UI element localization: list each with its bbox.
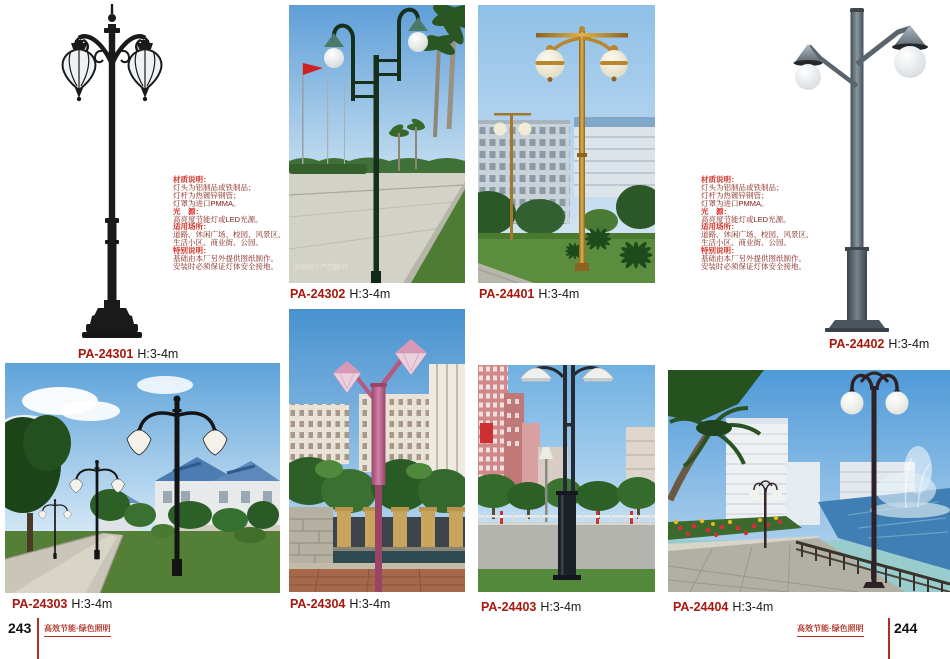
product-height: H:3-4m: [71, 597, 113, 611]
product-label-pa24403: [481, 600, 581, 614]
product-label-pa24401: [479, 287, 579, 301]
product-code: PA-24401: [479, 287, 535, 301]
product-photo-pa24404: [668, 370, 950, 592]
product-label-pa24402: [829, 337, 929, 351]
spec-text: 生活小区、商业街、公园。: [173, 238, 263, 248]
footer-divider-right: [888, 618, 890, 659]
product-photo-pa24401: [478, 5, 655, 283]
spec-block-left: [173, 176, 293, 271]
spec-text: 安装时必须保证灯体安全接地。: [701, 261, 806, 271]
product-code: PA-24303: [12, 597, 68, 611]
spec-text: 灯头为铝制品或铁制品；: [701, 182, 784, 192]
spec-text: 生活小区、商业街、公园。: [701, 238, 791, 248]
product-photo-pa24403: [478, 365, 655, 592]
spec-text: 灯罩为进口PMMA。: [173, 198, 241, 208]
page-number-left: 243: [8, 620, 32, 636]
spec-text: 高亮度节能灯或LED光源。: [701, 214, 791, 224]
product-code: PA-24404: [673, 600, 729, 614]
spec-heading: 材质说明：: [173, 175, 211, 184]
spec-heading: 适用场所：: [173, 222, 211, 232]
product-code: PA-24304: [290, 597, 346, 611]
spec-text: 高亮度节能灯或LED光源。: [173, 214, 263, 224]
lamp-illustration-pa24402: [762, 0, 950, 334]
product-height: H:3-4m: [888, 337, 930, 351]
product-height: H:3-4m: [349, 287, 391, 301]
spec-text: 灯杆为热镀锌钢管；: [701, 190, 769, 200]
page-number-right: 244: [894, 620, 918, 636]
footer-divider-left: [37, 618, 39, 659]
product-code: PA-24301: [78, 347, 134, 361]
product-height: H:3-4m: [349, 597, 391, 611]
spec-heading: 特别说明：: [173, 246, 211, 256]
product-code: PA-24403: [481, 600, 537, 614]
product-code: PA-24402: [829, 337, 885, 351]
product-height: H:3-4m: [540, 600, 582, 614]
product-height: H:3-4m: [137, 347, 179, 361]
spec-text: 道路、休闲广场、校园、风景区、: [701, 230, 814, 240]
spec-heading: 光 源：: [701, 206, 731, 216]
photo-watermark: 原创图片严禁翻印!: [294, 264, 348, 271]
spec-text: 道路、休闲广场、校园、风景区、: [173, 230, 286, 240]
product-height: H:3-4m: [538, 287, 580, 301]
product-label-pa24301: [78, 347, 178, 361]
spec-text: 灯罩为进口PMMA。: [701, 198, 769, 208]
spec-text: 灯头为铝制品或铁制品；: [173, 182, 256, 192]
product-height: H:3-4m: [732, 600, 774, 614]
spec-text: 基础由本厂另外提供图纸制作。: [173, 254, 278, 264]
product-label-pa24302: [290, 287, 390, 301]
spec-heading: 材质说明：: [701, 175, 739, 184]
spec-heading: 特别说明：: [701, 246, 739, 256]
spec-text: 基础由本厂另外提供图纸制作。: [701, 254, 806, 264]
footer-slogan-left: 高效节能·绿色照明: [44, 623, 111, 637]
product-code: PA-24302: [290, 287, 346, 301]
product-label-pa24304: [290, 597, 390, 611]
product-label-pa24303: [12, 597, 112, 611]
product-photo-pa24303: [5, 363, 280, 593]
spec-text: 灯杆为热镀锌钢管；: [173, 190, 241, 200]
spec-heading: 光 源：: [173, 206, 203, 216]
product-photo-pa24304: [289, 309, 465, 592]
lamp-illustration-pa24301: [0, 0, 270, 342]
spec-block-right: [701, 176, 821, 271]
footer-slogan-right: 高效节能·绿色照明: [797, 623, 864, 637]
spec-heading: 适用场所：: [701, 222, 739, 232]
product-label-pa24404: [673, 600, 773, 614]
spec-text: 安装时必须保证灯体安全接地。: [173, 261, 278, 271]
product-photo-pa24302: [289, 5, 465, 283]
